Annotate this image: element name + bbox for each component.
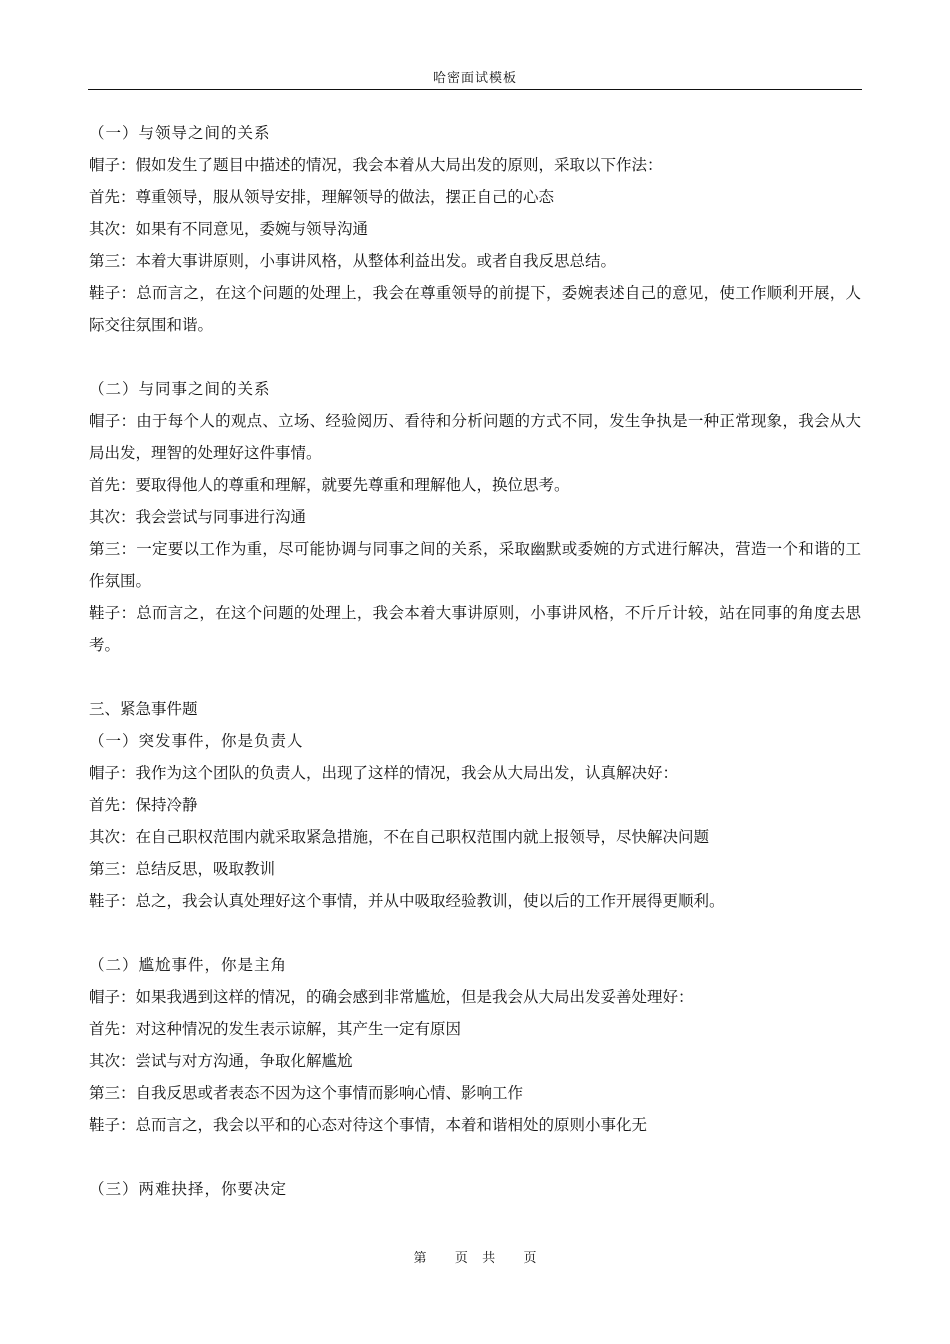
blank-line — [89, 1141, 861, 1173]
section-heading-colleague-relations: （二）与同事之间的关系 — [89, 380, 271, 398]
paragraph-intro: 帽子：如果我遇到这样的情况，的确会感到非常尴尬，但是我会从大局出发妥善处理好： — [89, 988, 694, 1006]
paragraph-third: 第三：自我反思或者表态不因为这个事情而影响心情、影响工作 — [89, 1084, 524, 1102]
paragraph-third: 第三：总结反思，吸取教训 — [89, 860, 276, 878]
paragraph-second: 其次：在自己职权范围内就采取紧急措施，不在自己职权范围内就上报领导，尽快解决问题 — [89, 828, 710, 846]
paragraph-intro: 帽子：由于每个人的观点、立场、经验阅历、看待和分析问题的方式不同，发生争执是一种正常现象，我会从大局出发，理智的处理好这件事情。 — [89, 412, 861, 462]
paragraph-second: 其次：如果有不同意见，委婉与领导沟通 — [89, 220, 369, 238]
part-title-emergency: 三、紧急事件题 — [89, 700, 198, 718]
paragraph-summary: 鞋子：总而言之，在这个问题的处理上，我会在尊重领导的前提下，委婉表述自己的意见，使工作顺利开展，人际交往氛围和谐。 — [89, 284, 861, 334]
paragraph-first: 首先：尊重领导，服从领导安排，理解领导的做法，摆正自己的心态 — [89, 188, 555, 206]
paragraph-summary: 鞋子：总而言之，在这个问题的处理上，我会本着大事讲原则，小事讲风格，不斤斤计较，站在同事的角度去思考。 — [89, 604, 861, 654]
paragraph-intro: 帽子：我作为这个团队的负责人，出现了这样的情况，我会从大局出发，认真解决好： — [89, 764, 679, 782]
section-heading-dilemma: （三）两难抉择，你要决定 — [89, 1180, 288, 1198]
document-body — [89, 117, 861, 1205]
blank-line — [89, 661, 861, 693]
paragraph-second: 其次：尝试与对方沟通，争取化解尴尬 — [89, 1052, 353, 1070]
page-header-title: 哈密面试模板 — [432, 71, 517, 86]
footer-gong: 共 — [482, 1251, 496, 1266]
paragraph-first: 首先：要取得他人的尊重和理解，就要先尊重和理解他人，换位思考。 — [89, 476, 570, 494]
page-footer — [0, 1251, 950, 1267]
paragraph-first: 首先：保持冷静 — [89, 796, 198, 814]
paragraph-summary: 鞋子：总之，我会认真处理好这个事情，并从中吸取经验教训，使以后的工作开展得更顺利。 — [89, 892, 725, 910]
paragraph-third: 第三：本着大事讲原则，小事讲风格，从整体利益出发。或者自我反思总结。 — [89, 252, 617, 270]
blank-line — [89, 341, 861, 373]
blank-line — [89, 917, 861, 949]
paragraph-intro: 帽子：假如发生了题目中描述的情况，我会本着从大局出发的原则，采取以下作法： — [89, 156, 663, 174]
paragraph-summary: 鞋子：总而言之，我会以平和的心态对待这个事情，本着和谐相处的原则小事化无 — [89, 1116, 648, 1134]
paragraph-first: 首先：对这种情况的发生表示谅解，其产生一定有原因 — [89, 1020, 462, 1038]
section-heading-leader-relations: （一）与领导之间的关系 — [89, 124, 271, 142]
footer-ye: 页 — [454, 1251, 468, 1266]
paragraph-second: 其次：我会尝试与同事进行沟通 — [89, 508, 307, 526]
footer-ye2: 页 — [523, 1251, 537, 1266]
section-heading-awkward-event: （二）尴尬事件，你是主角 — [89, 956, 288, 974]
footer-di: 第 — [413, 1251, 427, 1266]
paragraph-third: 第三：一定要以工作为重，尽可能协调与同事之间的关系，采取幽默或委婉的方式进行解决，营造一个和谐的工作氛围。 — [89, 540, 861, 590]
header-rule — [88, 89, 862, 90]
section-heading-sudden-event: （一）突发事件，你是负责人 — [89, 732, 304, 750]
